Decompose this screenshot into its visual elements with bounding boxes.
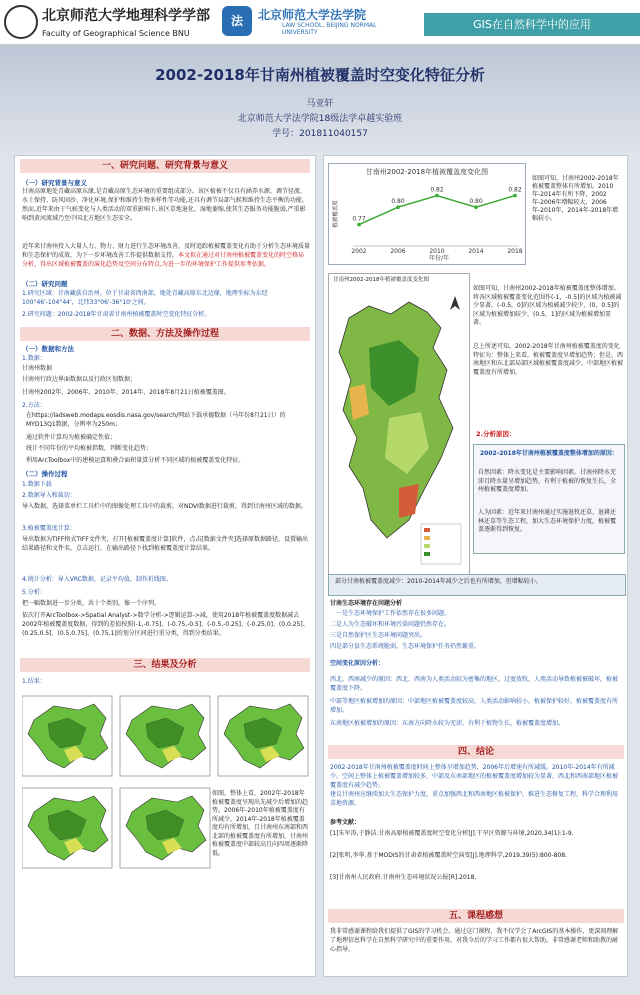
problem-4: 四是部分县生态系统脆弱，生态环境保护任务仍然繁重。 [330, 643, 481, 650]
course-tagline: GIS在自然科学中的应用 [424, 13, 640, 36]
change-map-panel [328, 273, 470, 575]
chart-data-label: 0.82 [430, 186, 444, 194]
chart-tick-label: 2010 [429, 248, 445, 255]
data-label: 1.数据： [22, 355, 46, 362]
section3-heading: 三、结果及分析 [20, 658, 310, 672]
spatial-3: 东南地区植被增加的原因：东南方向降水较为充沛，有利于植物生长，植被覆盖度增加。 [330, 720, 565, 727]
results-caption: 如图，整体上看，2002年-2018年植被覆盖度呈现出先减少后增加的趋势。2006年-2010年植被覆盖度有所减少，2014年-2018年植被覆盖度均有所增加，且甘南州东南部和西北部的植被覆盖度有所增加，甘南州植被覆盖度中部较高且向四周逐渐降低。 [212, 790, 309, 857]
author: 马亚轩 [306, 99, 334, 109]
reason-natural: 自然因素：降水变化是主要影响因素。甘南州降水充沛且降水量呈增加趋势，有利于植被的恢复生长，全州植被覆盖度增加。 [478, 469, 617, 493]
step-3: 3.植被覆盖度计算： [22, 525, 76, 532]
spatial-1: 西北，西南减少的原因：西北、西南为人类活动较为密集的地区，过度放牧、人类活动导致植被被破坏，植被覆盖度下降。 [330, 676, 619, 692]
section1-heading: 一、研究问题、研究背景与意义 [20, 159, 310, 173]
chart-svg [329, 164, 525, 264]
data-methods-title: （一）数据和方法 [22, 345, 74, 353]
chart-data-label: 0.80 [469, 198, 483, 206]
process-title: （二）操作过程 [22, 470, 68, 478]
step-5-text-2: 依次打开ArcToolbox->Spatial Analyst->数学分析->逻辑运算->减，使用2018年植被覆盖度数据减去2002年植被覆盖度数据，得到的差值按照(-1,-0.75]、(-0.75,-0.5]、(-0.5,-0.25]、(-0.25,0]、(0,0.25]、(0.25,0.5]、(0.5,0.75]、(0.75,1]的划分区间进行重分类，得到分类结果。 [22, 612, 309, 637]
chart-tick-label: 2018 [507, 248, 523, 255]
bnu-geography-logo [4, 3, 210, 41]
chart-data-label: 0.77 [352, 215, 366, 223]
question-2: 2.研究问题：2002-2018年甘肃省甘南州植被覆盖时空变化特征分析。 [22, 311, 211, 318]
chart-point [396, 205, 400, 209]
chart-point [357, 223, 361, 227]
step-2-text: 导入数据，选择菜单栏工具栏中的图像处理工具中的裁剪，对NDVI数据进行裁剪，得到甘南州区域的数据。 [22, 503, 307, 510]
method-1: 在https://ladsweb.modaps.eosdis.nasa.gov/search/网站下载承德数据（马年份8月21日）的MYD13Q1数据，分辨率为250m； [26, 412, 286, 428]
step-4: 4.统计分析：导入VRC数据，记录平均值，制作折线图。 [22, 576, 172, 583]
decrease-band [328, 574, 626, 596]
chart-data-label: 0.82 [508, 186, 522, 194]
chart-series-line [359, 196, 515, 225]
section4-heading: 四、结论 [328, 745, 624, 759]
method-label: 2.方法： [22, 402, 46, 409]
bnu-geography-name: 北京师范大学地理科学学部 [42, 8, 210, 24]
map-2002 [22, 696, 112, 776]
map-summary: 总上所述可知，2002-2018年甘南州植被覆盖度的变化特征为：整体上来看，植被覆盖度呈增加趋势；但是，西南地区和东北部局部区域植被覆盖度减少，中部地区植被覆盖度有所增加。 [473, 343, 624, 376]
bnu-geography-name-en: Faculty of Geographical Science BNU [42, 29, 190, 38]
results-label: 1.结果： [22, 678, 46, 685]
chart-note: 如图可知，甘南州2002-2018年植被覆盖整体有所增加。2010年-2014年有所下降，2002年-2006年增幅较大，2006年-2010年，2014年-2018年增幅较小。 [532, 175, 619, 222]
step-3-text: 导出数据为TIFF格式TIFF文件夹，打开[植被覆盖度计算]软件，点击[数据文件夹]选择原数据路径，设置输出结果路径和文件名，点击运行，在输出路径下找到植被覆盖度计算结果。 [22, 536, 309, 552]
analysis-label: 2.分析原因： [476, 430, 516, 438]
chart-tick-label: 2014 [468, 248, 484, 255]
law-school-mark-icon: 法 [222, 6, 252, 36]
map-2010 [218, 696, 308, 776]
chart-xlabel: 年份/年 [428, 255, 450, 262]
map-legend [421, 524, 461, 564]
change-map [329, 288, 469, 572]
chart-point [513, 194, 517, 198]
conclusion-text-2: 建议甘南州应继续加大生态保护力度，重点加强西北和西南地区植被保护，推进生态修复工程，科学合理利用草地资源。 [330, 791, 619, 807]
law-school-name: 北京师范大学法学院 [258, 8, 367, 22]
method-2: 通过软件计算均为植被确定性值； [26, 434, 117, 441]
problem-2: 二是人为生态破坏和环境污染问题仍然存在。 [330, 621, 451, 628]
chart-title: 甘南州2002-2018年植被覆盖度变化图 [365, 168, 489, 176]
spatial-title: 空间变化原因分析： [330, 660, 385, 667]
data-item-2: 甘南州行政边界面数据以及行政区划数据； [22, 376, 137, 383]
student-id: 学号：201811040157 [272, 129, 368, 139]
step-5-text: 把一幅数据进一步分类，共十个类别，像一个序列。 [22, 600, 161, 607]
chart-tick-label: 2006 [390, 248, 406, 255]
map-2014 [22, 788, 112, 868]
north-arrow-icon [450, 296, 460, 310]
chart-tick-label: 2002 [351, 248, 367, 255]
header [0, 0, 640, 45]
chart-data-label: 0.80 [391, 198, 405, 206]
step-2: 2.数据导入和裁切： [22, 492, 76, 499]
reasons-box [473, 444, 625, 554]
map-note: 如图可知，甘南州2002-2018年植被覆盖度整体增加。将各区域植被覆盖变化范围作(-1，-0.5]的区域为植被减少显著，(-0.5，0]的区域为植被减少较少，(0，0.5]的区域为植被增加较少，(0.5，1]的区域为植被增加显著。 [473, 285, 622, 326]
question-1: 1.研究区域：甘南藏族自治州。位于甘肃省西南部，地处青藏高原东北边缘，地理坐标为东经100°46'-104°44'，北纬33°06'-36°10'之间。 [22, 290, 268, 306]
problems-title: 甘南生态环境存在问题分析 [330, 600, 403, 607]
chart-point [474, 205, 478, 209]
background-text-2: 近年来甘南州投入大量人力、物力、财力进行生态环境改善，及时追踪植被覆盖变化有助于分析生态环境质量和生态保护的成效，为下一步环境改善工作提供数据支持。本文拟在通过对甘南州植被覆盖变化的时空格局分析，得出区域植被覆盖的演化趋势及空间分布特点,为进一步的环境保护工作提供参考依据。 [22, 243, 311, 268]
section5-heading: 五、课程感想 [328, 909, 624, 923]
reasons-title: 2002-2018年甘南州植被覆盖度整体增加的原因： [480, 450, 618, 457]
reference-1: [1]朱军涛,于静洁.甘南高原植被覆盖度时空变化分析[J].干旱区资源与环境,2020,34(1):1-9. [330, 830, 574, 837]
bnu-seal-icon [4, 5, 38, 39]
data-item-1: 甘南州数据 [22, 365, 53, 372]
section2-heading: 二、数据、方法及操作过程 [20, 327, 310, 341]
problem-3: 三是自然保护区生态环境问题突出。 [330, 632, 427, 639]
decrease-text: 部分甘南植被覆盖度减少：2010-2014年减少之后也有所增加，但增幅较小。 [335, 578, 542, 585]
affiliation: 北京师范大学法学院18级法学卓越实验班 [237, 114, 403, 124]
step-5: 5.分析： [22, 589, 46, 596]
spatial-2: 中部等地区植被增加的原因：中部地区植被覆盖度较高，人类活动影响较小，植被保护较好，植被覆盖度有所增加。 [330, 698, 619, 714]
law-school-logo [222, 6, 412, 40]
chart-ylabel: 植被覆盖度 [333, 200, 339, 228]
chart-point [435, 194, 439, 198]
map-2006 [120, 696, 210, 776]
map-2018 [120, 788, 210, 868]
ndvi-line-chart [328, 163, 526, 265]
background-text: 甘南高原地处青藏高原东缘,是青藏高原生态环境的重要组成部分。该区植被不仅具有涵养水源、调节径流、水土保持、防风固沙、净化环境,保护和维持生物多样性等功能,还具有调节局部气候和维持生态平衡的功能。然而,近年来由于气候变化与人类活动的双重影响下,该区草地退化、湿地萎缩,使其生态服务功能脆弱,严重影响到黄河流域乃至中国北方地区生态安全。 [22, 188, 308, 222]
reason-human: 人为因素：近年来甘南州通过实施退牧还草、退耕还林还草等生态工程，加大生态环境保护力度，植被覆盖逐渐得到恢复。 [478, 509, 617, 533]
reference-3: [3]甘南州人民政府.甘南州生态环境状况公报[R].2018. [330, 874, 477, 881]
law-school-name-en: LAW SCHOOL, BEIJING NORMAL UNIVERSITY [282, 22, 377, 36]
problem-1: 一是生态环境保护工作依然存在很多问题。 [336, 610, 451, 617]
method-4: 利用ArcToolbox中的建模运算和叠合面积量算分析不同区域的植被覆盖变化特征。 [26, 457, 245, 464]
change-map-title: 甘南州2002-2018年植被覆盖度变化图 [333, 277, 429, 283]
data-item-3: 甘南州2002年、2006年、2010年、2014年、2018年8月21日植被覆盖图。 [22, 389, 230, 396]
poster-title: 2002-2018年甘南州植被覆盖时空变化特征分析 [155, 66, 485, 84]
question-title: （二）研究问题 [22, 280, 68, 288]
conclusion-text: 2002-2018年甘南州植被覆盖度时间上整体呈增加趋势，2006年后增速有所减缓。2010年-2014年有所减少。空间上整体上植被覆盖增加较多，中部及东南部地区的植被覆盖度增加较为显著，西北和西南部地区植被覆盖度有减少趋势。 [330, 764, 619, 789]
reflection-text: 我非常感谢课程给我们提供了GIS的学习机会。通过这门课程，我不仅学会了ArcGIS的基本操作，更深刻理解了地理信息科学在自然科学研究中的重要作用，对我今后的学习工作都有很大帮助。非常感谢老师和助教的耐心指导。 [330, 928, 619, 953]
background-title: （一）研究背景与意义 [22, 179, 87, 187]
references-title: 参考文献： [330, 819, 361, 826]
step-1: 1.数据下载 [22, 481, 52, 488]
method-3: 统计不同年份的平均植被指数，判断变化趋势； [26, 445, 153, 452]
reference-2: [2]张明,李华.基于MODIS的甘肃省植被覆盖时空演变[J].地理科学,2019,39(5):800-808. [330, 852, 567, 859]
